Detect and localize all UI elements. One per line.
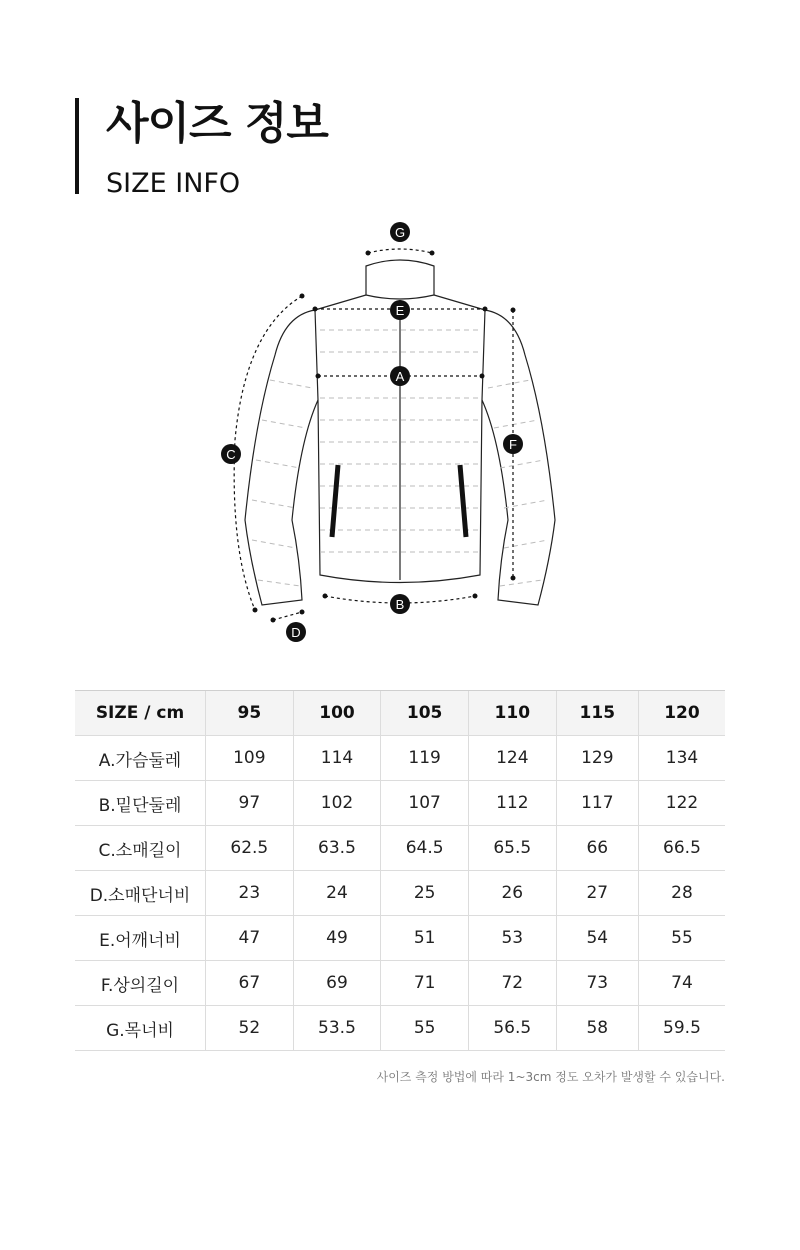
row-label: G.목너비 [75, 1006, 206, 1051]
table-cell: 53.5 [293, 1006, 381, 1051]
table-cell: 109 [206, 736, 294, 781]
table-row [75, 1006, 725, 1051]
column-header: SIZE / cm [75, 691, 206, 736]
table-cell: 63.5 [293, 826, 381, 871]
table-cell: 66 [556, 826, 638, 871]
table-cell: 67 [206, 961, 294, 1006]
table-cell: 69 [293, 961, 381, 1006]
marker-a [390, 366, 410, 386]
table-cell: 74 [638, 961, 725, 1006]
row-label: F.상의길이 [75, 961, 206, 1006]
table-cell: 27 [556, 871, 638, 916]
table-cell: 72 [468, 961, 556, 1006]
page-title: 사이즈 정보 [106, 98, 328, 149]
table-cell: 53 [468, 916, 556, 961]
marker-b-label: B [395, 597, 405, 612]
marker-d [286, 622, 306, 642]
title-block [75, 98, 328, 199]
row-label: D.소매단너비 [75, 871, 206, 916]
table-cell: 134 [638, 736, 725, 781]
marker-d-label: D [291, 625, 301, 640]
table-row [75, 916, 725, 961]
marker-g-label: G [394, 225, 406, 240]
table-cell: 107 [381, 781, 469, 826]
table-cell: 62.5 [206, 826, 294, 871]
table-cell: 23 [206, 871, 294, 916]
table-cell: 49 [293, 916, 381, 961]
table-cell: 47 [206, 916, 294, 961]
table-cell: 112 [468, 781, 556, 826]
marker-c [221, 444, 241, 464]
size-table [75, 690, 725, 1051]
table-cell: 25 [381, 871, 469, 916]
table-cell: 55 [638, 916, 725, 961]
marker-f [503, 434, 523, 454]
column-header: 115 [556, 691, 638, 736]
table-row [75, 781, 725, 826]
table-cell: 124 [468, 736, 556, 781]
table-cell: 114 [293, 736, 381, 781]
table-row [75, 736, 725, 781]
table-cell: 65.5 [468, 826, 556, 871]
table-cell: 64.5 [381, 826, 469, 871]
marker-c-label: C [226, 447, 236, 462]
table-cell: 97 [206, 781, 294, 826]
table-cell: 52 [206, 1006, 294, 1051]
column-header: 100 [293, 691, 381, 736]
table-cell: 26 [468, 871, 556, 916]
marker-e [390, 300, 410, 320]
table-cell: 51 [381, 916, 469, 961]
column-header: 120 [638, 691, 725, 736]
measurement-note: 사이즈 측정 방법에 따라 1~3cm 정도 오차가 발생할 수 있습니다. [376, 1070, 725, 1084]
table-row [75, 826, 725, 871]
table-cell: 28 [638, 871, 725, 916]
table-cell: 54 [556, 916, 638, 961]
row-label: C.소매길이 [75, 826, 206, 871]
table-cell: 59.5 [638, 1006, 725, 1051]
table-cell: 119 [381, 736, 469, 781]
page-subtitle: SIZE INFO [106, 168, 241, 199]
table-row [75, 961, 725, 1006]
column-header: 95 [206, 691, 294, 736]
table-cell: 73 [556, 961, 638, 1006]
row-label: E.어깨너비 [75, 916, 206, 961]
table-cell: 56.5 [468, 1006, 556, 1051]
table-header-row [75, 691, 725, 736]
table-cell: 129 [556, 736, 638, 781]
table-cell: 117 [556, 781, 638, 826]
table-cell: 66.5 [638, 826, 725, 871]
marker-f-label: F [509, 437, 517, 452]
table-cell: 71 [381, 961, 469, 1006]
row-label: B.밑단둘레 [75, 781, 206, 826]
table-cell: 58 [556, 1006, 638, 1051]
table-cell: 122 [638, 781, 725, 826]
jacket-diagram [0, 215, 800, 655]
table-cell: 102 [293, 781, 381, 826]
marker-g [390, 222, 410, 242]
column-header: 110 [468, 691, 556, 736]
table-row [75, 871, 725, 916]
marker-b [390, 594, 410, 614]
table-cell: 55 [381, 1006, 469, 1051]
marker-a-label: A [395, 369, 405, 384]
row-label: A.가슴둘레 [75, 736, 206, 781]
table-cell: 24 [293, 871, 381, 916]
marker-e-label: E [395, 303, 405, 318]
column-header: 105 [381, 691, 469, 736]
